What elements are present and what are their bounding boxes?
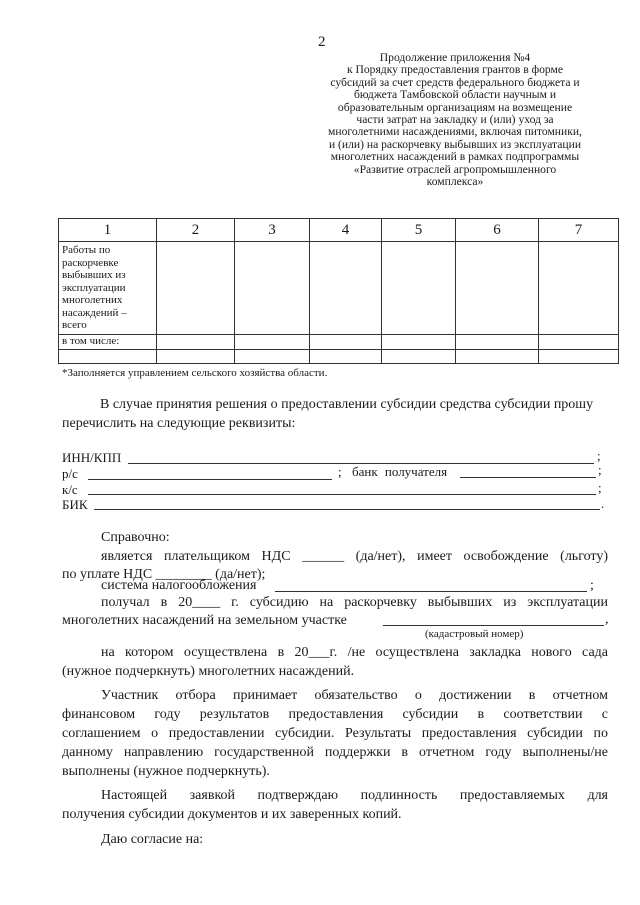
column-header: 4 [310, 219, 382, 242]
header-line: Продолжение приложения №4 [379, 51, 531, 64]
tax-system-semicolon: ; [590, 578, 594, 593]
bik-dot: . [601, 496, 605, 511]
intro-paragraph [62, 395, 612, 433]
header-line: комплекса» [426, 175, 484, 189]
bank-input[interactable] [460, 477, 596, 478]
reference-title: Справочно: [101, 530, 170, 545]
header-line: многолетних насаждений в рамках подпрограммы [330, 150, 580, 164]
table-row [59, 334, 619, 350]
tax-system-input[interactable] [275, 591, 587, 592]
column-header: 7 [539, 219, 619, 242]
bank-semicolon: ; [598, 462, 602, 477]
obligation-line: финансовом году результатов предоставления субсидии в соответствии с [62, 707, 608, 722]
table-cell [456, 334, 539, 350]
rs-semicolon: ; [338, 464, 342, 479]
rs-input[interactable] [88, 479, 332, 480]
appendix-header [300, 52, 610, 188]
received-comma: , [605, 612, 609, 627]
table-header-row [59, 219, 619, 242]
obligation-line: данному направлению государственной поддержки в отчетном году выполнены/не [62, 745, 608, 760]
bank-label: банк получателя [352, 464, 448, 479]
footnote: *Заполняется управлением сельского хозяйства области. [62, 367, 328, 379]
row-label: Работы по раскорчевке выбывших из эксплуатации многолетних насаждений – всего [59, 242, 157, 335]
consent-line: Даю согласие на: [101, 832, 204, 847]
table-row [59, 350, 619, 364]
column-header: 5 [382, 219, 456, 242]
table-cell [382, 242, 456, 335]
table-cell [59, 350, 157, 364]
table-cell [539, 242, 619, 335]
tax-system-label: система налогообложения [101, 578, 257, 593]
table-cell [157, 334, 235, 350]
bik-label: БИК [62, 497, 88, 512]
vat-line-1: является плательщиком НДС ______ (да/нет), имеет освобождение (льготу) [101, 549, 608, 564]
row-label: в том числе: [59, 334, 157, 350]
header-line: части затрат на закладку и (или) уход за [356, 113, 554, 127]
cadastral-input[interactable] [383, 625, 604, 626]
ks-label: к/с [62, 482, 78, 497]
planting-line-1: на котором осуществлена в 20___г. /не осуществлена закладка нового сада [101, 645, 608, 660]
column-header: 3 [235, 219, 310, 242]
table-cell [310, 242, 382, 335]
column-header: 2 [157, 219, 235, 242]
bik-input[interactable] [94, 509, 600, 510]
vat-line-2: по уплате НДС ________ (да/нет); [62, 567, 266, 582]
table-cell [235, 242, 310, 335]
page-number: 2 [318, 34, 326, 50]
header-line: «Развитие отраслей агропромышленного [353, 162, 557, 176]
cadastral-hint: (кадастровый номер) [425, 628, 524, 640]
planting-line-2: (нужное подчеркнуть) многолетних насаждений. [62, 664, 355, 679]
table-cell [310, 334, 382, 350]
ks-semicolon: ; [598, 480, 602, 495]
header-line: субсидий за счет средств федерального бюджета и [330, 75, 580, 89]
header-line: многолетними насаждениями, включая питомники, [328, 125, 582, 139]
inn-label: ИНН/КПП [62, 450, 122, 465]
table-cell [235, 334, 310, 350]
confirmation-line: Настоящей заявкой подтверждаю подлинность предоставляемых для [101, 788, 608, 803]
column-header: 6 [456, 219, 539, 242]
received-line-2: многолетних насаждений на земельном участке [62, 613, 347, 628]
table-cell [382, 350, 456, 364]
obligation-line: выполнены (нужное подчеркнуть). [62, 764, 270, 779]
intro-text: В случае принятия решения о предоставлении субсидии средства субсидии прошу перечислить на следующие реквизиты: [62, 397, 594, 431]
inn-semicolon: ; [597, 448, 601, 463]
table-cell [157, 242, 235, 335]
confirmation-line: получения субсидии документов и их заверенных копий. [62, 807, 402, 822]
column-header: 1 [59, 219, 157, 242]
table-cell [310, 350, 382, 364]
table-cell [382, 334, 456, 350]
header-line: бюджета Тамбовской области научным и [353, 88, 557, 102]
header-line: образовательным организациям на возмещение [337, 100, 573, 114]
table-cell [235, 350, 310, 364]
subsidy-table [58, 218, 619, 364]
header-line: и (или) на раскорчевку выбывших из эксплуатации [328, 137, 582, 151]
table-cell [456, 242, 539, 335]
ks-input[interactable] [88, 494, 596, 495]
table-cell [539, 334, 619, 350]
table-row [59, 242, 619, 335]
table-cell [456, 350, 539, 364]
header-line: к Порядку предоставления грантов в форме [346, 63, 564, 77]
table-cell [539, 350, 619, 364]
rs-label: р/с [62, 466, 78, 481]
received-line-1: получал в 20____ г. субсидию на раскорчевку выбывших из эксплуатации [101, 595, 608, 610]
obligation-line: соглашением о предоставлении субсидии. Результаты предоставления субсидии по [62, 726, 608, 741]
obligation-line: Участник отбора принимает обязательство о достижении в отчетном [101, 688, 608, 703]
table-cell [157, 350, 235, 364]
